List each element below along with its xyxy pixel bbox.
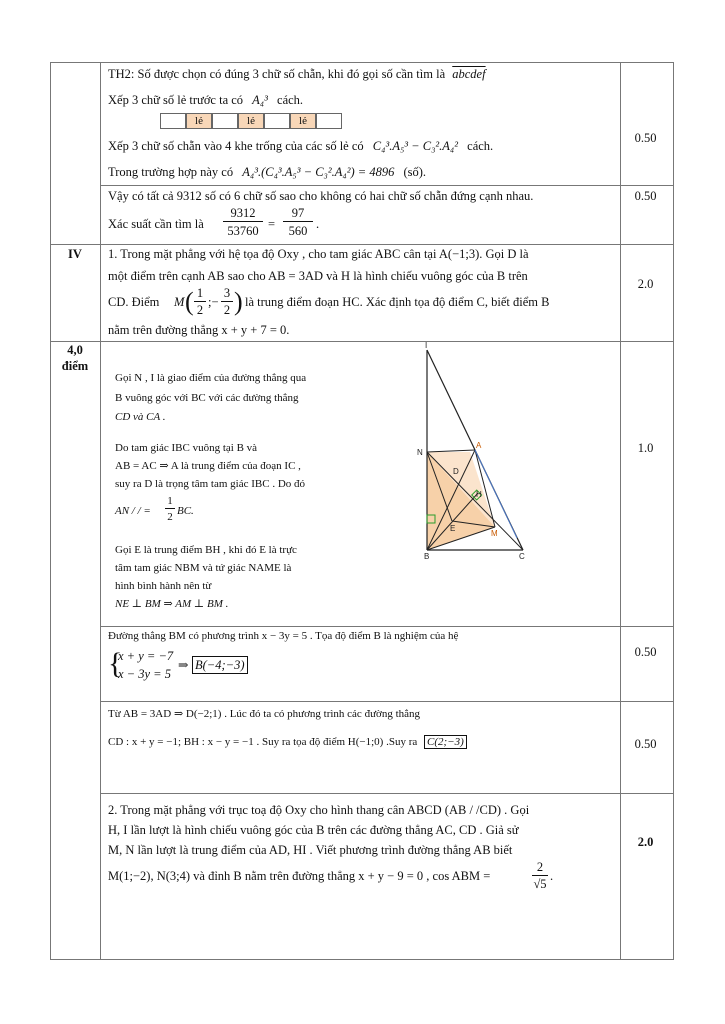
slot-cell <box>160 113 186 129</box>
slot-cell <box>212 113 238 129</box>
section-label-iv: IV <box>68 247 82 261</box>
row6-line1: Từ AB = 3AD ⇒ D(−2;1) . Lúc đó ta có phương trình các đường thẳng <box>108 708 421 720</box>
row3-line1: 1. Trong mặt phẳng với hệ tọa độ Oxy , cho tam giác ABC cân tại A(−1;3). Gọi D là <box>108 247 529 261</box>
row4-eq-den: 2 <box>167 511 173 523</box>
label-b: B <box>424 552 430 561</box>
row7-line1: 2. Trong mặt phẳng với trục toạ độ Oxy cho hình thang cân ABCD (AB / /CD) . Gọi <box>108 803 530 817</box>
row4-p2-line: suy ra D là trọng tâm tam giác IBC . Do đó <box>115 478 306 490</box>
row1-line3-text: Xếp 3 chữ số chẵn vào 4 khe trống của các số lẻ có <box>108 139 364 153</box>
prob-frac-num: 9312 <box>223 206 263 222</box>
row3-score: 2.0 <box>637 277 654 291</box>
row7-line4-text: M(1;−2), N(3;4) và đỉnh B nằm trên đường thẳng x + y − 9 = 0 , cos ABM = <box>108 869 491 883</box>
slot-cell <box>264 113 290 129</box>
row3-line3-text: CD. Điểm <box>108 295 160 309</box>
row1-line4-unit: (số). <box>403 165 427 179</box>
row6-line2 <box>108 734 467 750</box>
system-eq-2: x − 3y = 5 <box>118 667 171 681</box>
system-eq-1: x + y = −7 <box>118 649 174 663</box>
label-c: C <box>519 552 525 561</box>
row7-line3: M, N lần lượt là trung điểm của AD, HI . Viết phương trình đường thẳng AB biết <box>108 843 513 857</box>
prob-result-num: 97 <box>283 206 313 222</box>
row1-line4 <box>108 164 426 180</box>
label-d: D <box>453 467 459 476</box>
row4-score: 1.0 <box>637 441 654 455</box>
row7-line2: H, I lần lượt là hình chiếu vuông góc của B trên các đường thẳng AC, CD . Giả sử <box>108 823 519 837</box>
slot-cell-odd: lẻ <box>186 113 212 129</box>
row4-eq-left: AN / / = <box>115 505 151 517</box>
m-y-den: 2 <box>223 303 231 317</box>
m-x-num: 1 <box>194 286 206 302</box>
row-divider-6 <box>101 793 673 794</box>
row2-score: 0.50 <box>634 189 657 203</box>
point-m-label: M <box>174 295 185 309</box>
row4-p3-line: tâm tam giác NBM và tứ giác NAME là <box>115 562 292 574</box>
row4-eq-right: BC. <box>177 505 194 517</box>
row1-line2 <box>108 92 303 108</box>
implies-symbol: ⇒ <box>178 658 189 672</box>
label-a: A <box>476 441 482 450</box>
row1-line3-unit: cách. <box>467 139 494 153</box>
prob-frac-den: 53760 <box>227 224 259 238</box>
slot-cell-odd: lẻ <box>238 113 264 129</box>
odd-digit-slots <box>160 113 342 129</box>
row6-score: 0.50 <box>634 737 657 751</box>
prob-result-den: 560 <box>288 224 308 238</box>
cos-frac-num: 2 <box>532 860 548 876</box>
label-m: M <box>491 529 498 538</box>
row4-p1-line: B vuông góc với BC với các đường thẳng <box>115 392 299 404</box>
row3-line4: nằm trên đường thẳng x + y + 7 = 0. <box>108 323 290 337</box>
row1-line4-text: Trong trường hợp này có <box>108 165 234 179</box>
m-y-num: 3 <box>221 286 233 302</box>
point-c-result: C(2;−3) <box>424 735 467 749</box>
geometry-figure <box>405 340 545 565</box>
row2-line2-text: Xác suất cần tìm là <box>108 217 204 231</box>
row4-p1-line: CD và CA . <box>115 411 166 423</box>
row1-line2-expr: A₄³ <box>252 93 268 107</box>
row5-line1: Đường thẳng BM có phương trình x − 3y = 5 . Tọa độ điểm B là nghiệm của hệ <box>108 630 459 642</box>
row-divider-4 <box>101 626 673 627</box>
row1-number-var: abcdef <box>452 67 486 81</box>
label-i: I <box>425 341 428 350</box>
row1-line2-text: Xếp 3 chữ số lẻ trước ta có <box>108 93 244 107</box>
row3-line3-rest: là trung điểm đoạn HC. Xác định tọa độ điểm C, biết điểm B <box>245 295 550 309</box>
row1-line3-expr: C₄³.A₅³ − C₃².A₄² <box>372 139 459 153</box>
slot-cell <box>316 113 342 129</box>
row1-score: 0.50 <box>634 131 657 145</box>
row-divider-5 <box>101 701 673 702</box>
answer-sheet-page: TH2: Số được chọn có đúng 3 chữ số chẵn, khi đó gọi số cần tìm là abcdef Xếp 3 chữ số lẻ trước ta có A₄³ cách. lẻ lẻ lẻ Xếp 3 chữ số chẵn vào 4 khe trống của các số lẻ có C₄³.A₅³ − C₃².A₄² cách. Trong trường hợp này có A₄³.(C₄³.A₅³ − C₃².A₄²) = 4896 (số). 0.50 Vậy có tất cả 9312 số có 6 chữ số sao cho không có hai chữ số chẵn đứng cạnh nhau. Xác suất cần tìm là 9312 53760 = 97 560 . 0.50 IV 1. Trong mặt phẳng với hệ tọa độ Oxy , cho tam giác ABC cân tại A(−1;3). Gọi D là một điểm trên cạnh AB sao cho AB = 3AD và H là hình chiếu vuông góc của B trên CD. Điểm M ( 1 2 ;− 3 2 ) là trung điểm đoạn HC. Xác định tọa độ điểm C, biết điểm B nằm trên đường thẳng x + y + 7 = 0. 2.0 4,0 điểm Gọi N , I là giao điểm của đường thẳng qua B vuông góc với BC với các đường thẳng CD và CA . Do tam giác IBC vuông tại B và AB = AC ⇒ A là trung điểm của đoạn IC , suy ra D là trọng tâm tam giác IBC . Do đó AN / / = 1 2 BC. Gọi E là trung điểm BH , khi đó E là trực tâm tam giác NBM và tứ giác NAME là hình bình hành nên từ NE ⊥ BM ⇒ AM ⊥ BM . I N A D H E B M C 1.0 Đường thẳng BM có phương trình x − 3y = 5 . Tọa độ điểm B là nghiệm của hệ { x + y = −7 x − 3y = 5 ⇒ B(−4;−3) 0.50 Từ AB = 3AD ⇒ D(−2;1) . Lúc đó ta có phương trình các đường thẳng CD : x + y = −1; BH : x − y = −1 . Suy ra tọa độ điểm H(−1;0) .Suy ra C(2;−3) 0.50 2. Trong mặt phẳng với trục toạ độ Oxy cho hình thang cân ABCD (AB / /CD) . Gọi H, I lần lượt là hình chiếu vuông góc của B trên các đường thẳng AC, CD . Giả sử M, N lần lượt là trung điểm của AD, HI . Viết phương trình đường thẳng AB biết M(1;−2), N(3;4) và đỉnh B nằm trên đường thẳng x + y − 9 = 0 , cos ABM = 2 √5 . 2.0 <box>0 0 725 1024</box>
point-b-result: B(−4;−3) <box>192 656 248 674</box>
row7-line4-end: . <box>550 869 554 883</box>
row-divider-1 <box>101 185 673 186</box>
row1-line2-unit: cách. <box>277 93 304 107</box>
row4-p3-line: NE ⊥ BM ⇒ AM ⊥ BM . <box>115 598 229 610</box>
points-label: 4,0 <box>67 343 83 357</box>
col-divider-1 <box>100 63 101 959</box>
row7-score: 2.0 <box>637 835 654 849</box>
row1-line1-text: TH2: Số được chọn có đúng 3 chữ số chẵn, khi đó gọi số cần tìm là <box>108 67 446 81</box>
row-divider-2 <box>51 244 673 245</box>
row4-p3-line: hình bình hành nên từ <box>115 580 212 592</box>
row5-score: 0.50 <box>634 645 657 659</box>
row4-p2-line: AB = AC ⇒ A là trung điểm của đoạn IC , <box>115 460 301 472</box>
label-e: E <box>450 524 456 533</box>
slot-cell-odd: lẻ <box>290 113 316 129</box>
row1-line4-expr: A₄³.(C₄³.A₅³ − C₃².A₄²) = 4896 <box>242 165 395 179</box>
row6-line2-text: CD : x + y = −1; BH : x − y = −1 . Suy ra tọa độ điểm H(−1;0) .Suy ra <box>108 736 418 748</box>
m-x-den: 2 <box>196 303 204 317</box>
row4-eq-num: 1 <box>165 494 175 509</box>
row4-p1-line: Gọi N , I là giao điểm của đường thẳng qua <box>115 372 307 384</box>
label-n: N <box>417 448 423 457</box>
row3-line2: một điểm trên cạnh AB sao cho AB = 3AD và H là hình chiếu vuông góc của B trên <box>108 269 528 283</box>
row4-p3-line: Gọi E là trung điểm BH , khi đó E là trực <box>115 544 297 556</box>
segment-na <box>427 450 475 452</box>
row1-line1 <box>108 66 486 82</box>
label-h: H <box>476 490 482 499</box>
row4-p2-line: Do tam giác IBC vuông tại B và <box>115 442 258 454</box>
row2-line1: Vậy có tất cả 9312 số có 6 chữ số sao cho không có hai chữ số chẵn đứng cạnh nhau. <box>108 189 534 203</box>
cos-frac-den: √5 <box>533 877 547 891</box>
points-unit-label: điểm <box>61 359 89 373</box>
row-divider-3 <box>51 341 673 342</box>
row1-line3 <box>108 138 493 154</box>
